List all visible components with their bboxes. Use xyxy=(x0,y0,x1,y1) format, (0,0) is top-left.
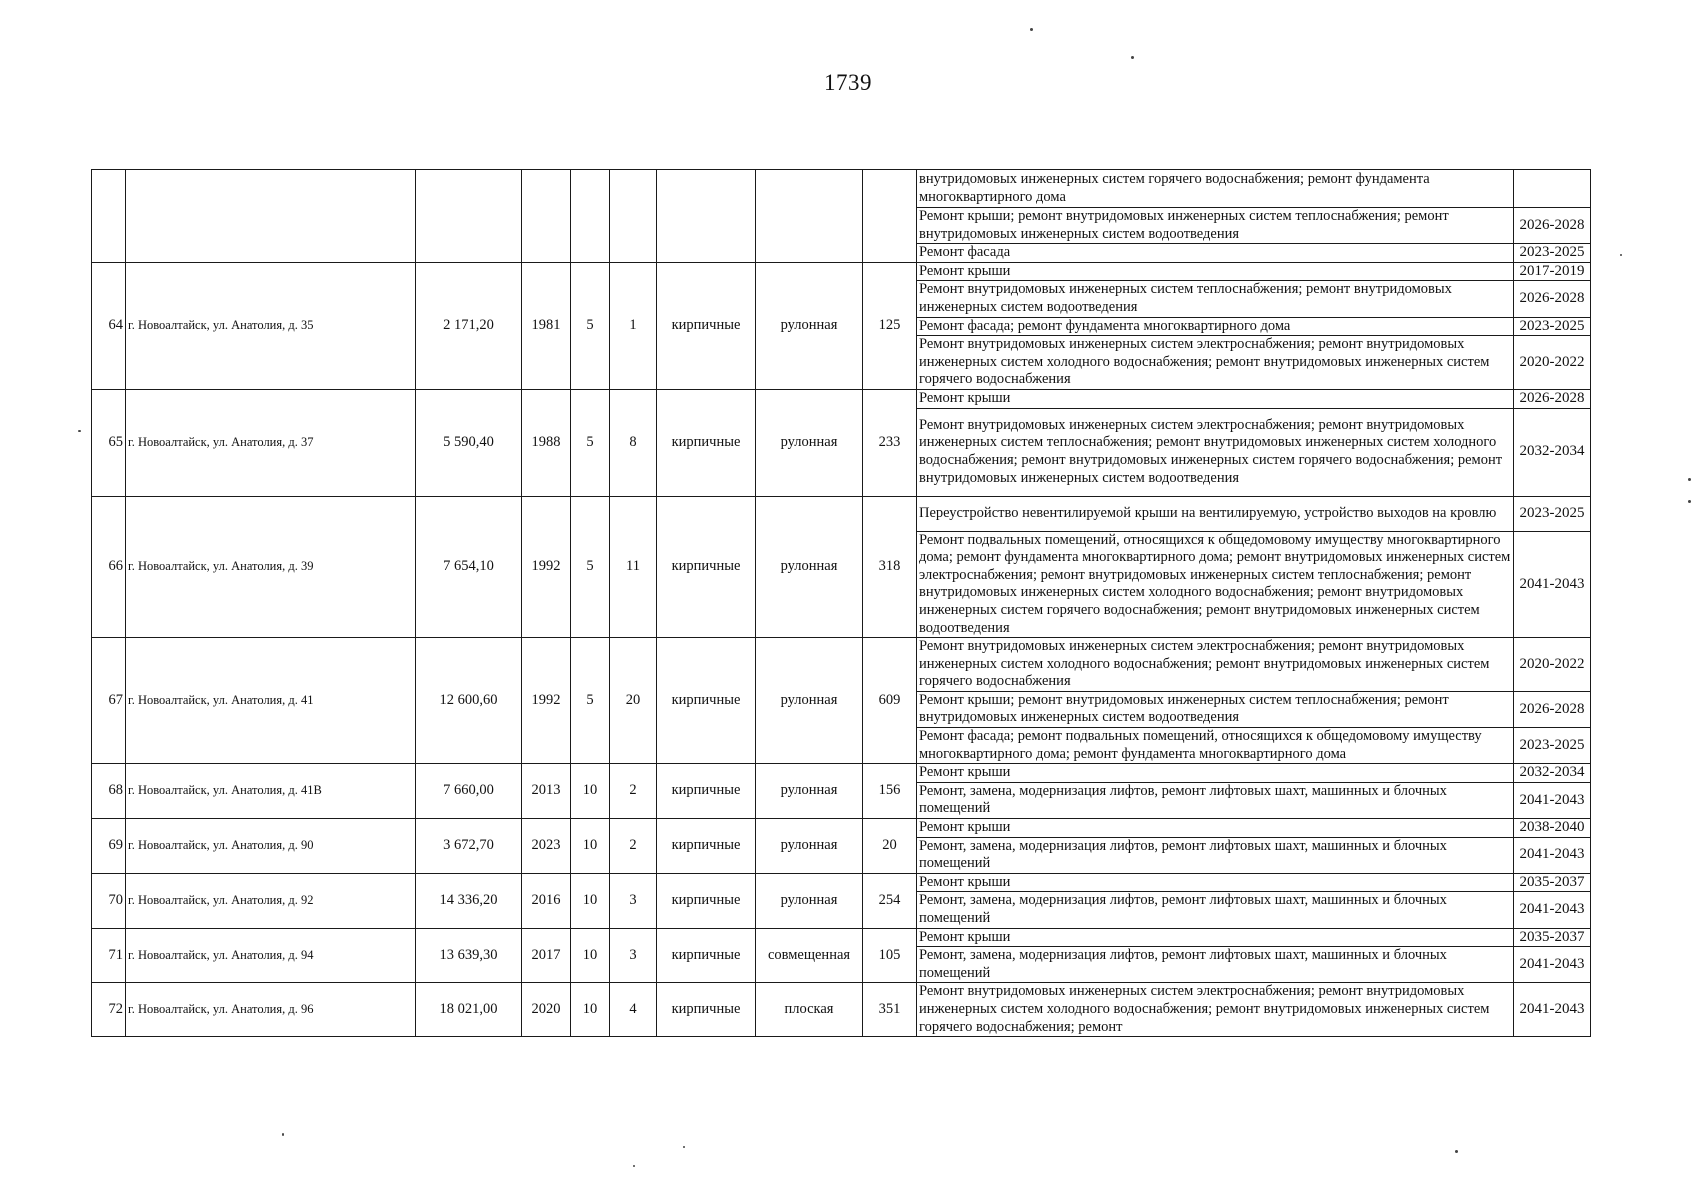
wall-material: кирпичные xyxy=(657,496,756,638)
address: г. Новоалтайск, ул. Анатолия, д. 41 xyxy=(126,638,416,764)
wall-material: кирпичные xyxy=(657,928,756,983)
residents: 254 xyxy=(863,873,917,928)
work-years: 2026-2028 xyxy=(1514,208,1591,244)
residents: 105 xyxy=(863,928,917,983)
scan-speck xyxy=(1030,28,1033,31)
table-row xyxy=(92,983,1591,1037)
scan-speck xyxy=(1131,56,1134,59)
work-description: Ремонт, замена, модернизация лифтов, ремонт лифтовых шахт, машинных и блочных помещений xyxy=(917,837,1514,873)
entrances-cell xyxy=(610,170,657,263)
work-description: Ремонт крыши; ремонт внутридомовых инженерных систем теплоснабжения; ремонт внутридомовых инженерных систем водоотведения xyxy=(917,208,1514,244)
work-years: 2032-2034 xyxy=(1514,408,1591,496)
work-years xyxy=(1514,170,1591,208)
total-area: 2 171,20 xyxy=(416,262,522,389)
scan-speck xyxy=(78,430,81,432)
row-number: 70 xyxy=(92,873,126,928)
work-description: Переустройство невентилируемой крыши на вентилируемую, устройство выходов на кровлю xyxy=(917,496,1514,531)
work-description: внутридомовых инженерных систем горячего водоснабжения; ремонт фундамента многоквартирного дома xyxy=(917,170,1514,208)
residents: 233 xyxy=(863,389,917,496)
work-description: Ремонт крыши xyxy=(917,873,1514,892)
table-body xyxy=(92,170,1591,1037)
roof-type: рулонная xyxy=(756,389,863,496)
roof-type: рулонная xyxy=(756,873,863,928)
scan-speck xyxy=(1455,1150,1458,1153)
row-number: 64 xyxy=(92,262,126,389)
total-area: 7 654,10 xyxy=(416,496,522,638)
table-row xyxy=(92,764,1591,783)
walls-cell xyxy=(657,170,756,263)
build-year: 2016 xyxy=(522,873,571,928)
work-years: 2026-2028 xyxy=(1514,691,1591,727)
page-number: 1739 xyxy=(824,70,872,95)
work-years: 2041-2043 xyxy=(1514,983,1591,1037)
residents: 318 xyxy=(863,496,917,638)
row-number: 68 xyxy=(92,764,126,819)
address: г. Новоалтайск, ул. Анатолия, д. 35 xyxy=(126,262,416,389)
wall-material: кирпичные xyxy=(657,262,756,389)
work-years: 2041-2043 xyxy=(1514,837,1591,873)
work-description: Ремонт внутридомовых инженерных систем электроснабжения; ремонт внутридомовых инженерных систем холодного водоснабжения; ремонт внутридомовых инженерных систем горячего водоснабжения; ремонт xyxy=(917,983,1514,1037)
work-description: Ремонт внутридомовых инженерных систем электроснабжения; ремонт внутридомовых инженерных систем холодного водоснабжения; ремонт внутридомовых инженерных систем горячего водоснабжения xyxy=(917,638,1514,692)
work-description: Ремонт фасада; ремонт подвальных помещений, относящихся к общедомовому имуществу многоквартирного дома; ремонт фундамента многоквартирного дома xyxy=(917,728,1514,764)
row-number: 72 xyxy=(92,983,126,1037)
residents: 156 xyxy=(863,764,917,819)
scan-speck xyxy=(633,1165,635,1167)
build-year: 2017 xyxy=(522,928,571,983)
work-years: 2023-2025 xyxy=(1514,496,1591,531)
build-year: 2023 xyxy=(522,819,571,874)
floors-cell xyxy=(571,170,610,263)
row-number: 66 xyxy=(92,496,126,638)
total-area: 12 600,60 xyxy=(416,638,522,764)
table-row xyxy=(92,638,1591,692)
work-description: Ремонт, замена, модернизация лифтов, ремонт лифтовых шахт, машинных и блочных помещений xyxy=(917,782,1514,818)
work-description: Ремонт, замена, модернизация лифтов, ремонт лифтовых шахт, машинных и блочных помещений xyxy=(917,947,1514,983)
work-years: 2023-2025 xyxy=(1514,317,1591,336)
roof-type: плоская xyxy=(756,983,863,1037)
roof-cell xyxy=(756,170,863,263)
entrances: 4 xyxy=(610,983,657,1037)
work-years: 2032-2034 xyxy=(1514,764,1591,783)
floors: 10 xyxy=(571,983,610,1037)
work-description: Ремонт подвальных помещений, относящихся к общедомовому имуществу многоквартирного дома; ремонт фундамента многоквартирного дома; ремонт внутридомовых инженерных систем электроснабжения; ремонт внутридомовых инженерных систем теплоснабжения; ремонт внутридомовых инженерных систем холодного водоснабжения; ремонт внутридомовых инженерных систем горячего водоснабжения; ремонт внутридомовых инженерных систем водоотведения xyxy=(917,531,1514,638)
total-area: 7 660,00 xyxy=(416,764,522,819)
table-row xyxy=(92,819,1591,838)
repair-schedule-table xyxy=(91,169,1591,1037)
residents: 125 xyxy=(863,262,917,389)
work-years: 2041-2043 xyxy=(1514,531,1591,638)
floors: 5 xyxy=(571,262,610,389)
floors: 10 xyxy=(571,873,610,928)
work-years: 2023-2025 xyxy=(1514,244,1591,263)
entrances: 3 xyxy=(610,873,657,928)
scan-speck xyxy=(282,1133,284,1136)
roof-type: рулонная xyxy=(756,262,863,389)
row-number: 65 xyxy=(92,389,126,496)
work-years: 2035-2037 xyxy=(1514,928,1591,947)
work-years: 2035-2037 xyxy=(1514,873,1591,892)
scan-speck xyxy=(1688,478,1691,481)
total-area: 18 021,00 xyxy=(416,983,522,1037)
work-description: Ремонт крыши; ремонт внутридомовых инженерных систем теплоснабжения; ремонт внутридомовых инженерных систем водоотведения xyxy=(917,691,1514,727)
work-description: Ремонт фасада xyxy=(917,244,1514,263)
work-description: Ремонт внутридомовых инженерных систем электроснабжения; ремонт внутридомовых инженерных систем холодного водоснабжения; ремонт внутридомовых инженерных систем горячего водоснабжения xyxy=(917,336,1514,390)
wall-material: кирпичные xyxy=(657,983,756,1037)
floors: 5 xyxy=(571,496,610,638)
build-year: 1988 xyxy=(522,389,571,496)
num-cell xyxy=(92,170,126,263)
entrances: 11 xyxy=(610,496,657,638)
wall-material: кирпичные xyxy=(657,389,756,496)
roof-type: рулонная xyxy=(756,638,863,764)
work-years: 2017-2019 xyxy=(1514,262,1591,281)
build-year: 2013 xyxy=(522,764,571,819)
work-description: Ремонт внутридомовых инженерных систем теплоснабжения; ремонт внутридомовых инженерных систем водоотведения xyxy=(917,281,1514,317)
total-area: 5 590,40 xyxy=(416,389,522,496)
entrances: 1 xyxy=(610,262,657,389)
build-year: 2020 xyxy=(522,983,571,1037)
wall-material: кирпичные xyxy=(657,764,756,819)
year-cell xyxy=(522,170,571,263)
row-number: 69 xyxy=(92,819,126,874)
address: г. Новоалтайск, ул. Анатолия, д. 94 xyxy=(126,928,416,983)
work-years: 2023-2025 xyxy=(1514,728,1591,764)
address: г. Новоалтайск, ул. Анатолия, д. 90 xyxy=(126,819,416,874)
build-year: 1981 xyxy=(522,262,571,389)
entrances: 3 xyxy=(610,928,657,983)
wall-material: кирпичные xyxy=(657,873,756,928)
work-years: 2038-2040 xyxy=(1514,819,1591,838)
work-description: Ремонт крыши xyxy=(917,819,1514,838)
work-years: 2041-2043 xyxy=(1514,782,1591,818)
table-row xyxy=(92,928,1591,947)
row-number: 71 xyxy=(92,928,126,983)
table-row xyxy=(92,389,1591,408)
entrances: 8 xyxy=(610,389,657,496)
work-description: Ремонт крыши xyxy=(917,928,1514,947)
roof-type: совмещенная xyxy=(756,928,863,983)
work-description: Ремонт крыши xyxy=(917,389,1514,408)
total-area: 3 672,70 xyxy=(416,819,522,874)
work-years: 2026-2028 xyxy=(1514,281,1591,317)
total-area: 13 639,30 xyxy=(416,928,522,983)
table-row xyxy=(92,496,1591,531)
build-year: 1992 xyxy=(522,496,571,638)
table-row xyxy=(92,873,1591,892)
floors: 10 xyxy=(571,928,610,983)
scan-speck xyxy=(683,1146,685,1148)
scan-speck xyxy=(1688,500,1691,503)
residents-cell xyxy=(863,170,917,263)
work-description: Ремонт, замена, модернизация лифтов, ремонт лифтовых шахт, машинных и блочных помещений xyxy=(917,892,1514,928)
entrances: 2 xyxy=(610,764,657,819)
row-number: 67 xyxy=(92,638,126,764)
work-years: 2041-2043 xyxy=(1514,947,1591,983)
roof-type: рулонная xyxy=(756,496,863,638)
address: г. Новоалтайск, ул. Анатолия, д. 37 xyxy=(126,389,416,496)
area-cell xyxy=(416,170,522,263)
work-description: Ремонт крыши xyxy=(917,764,1514,783)
table-row xyxy=(92,262,1591,281)
total-area: 14 336,20 xyxy=(416,873,522,928)
work-years: 2026-2028 xyxy=(1514,389,1591,408)
residents: 351 xyxy=(863,983,917,1037)
floors: 10 xyxy=(571,819,610,874)
roof-type: рулонная xyxy=(756,819,863,874)
residents: 20 xyxy=(863,819,917,874)
work-description: Ремонт внутридомовых инженерных систем электроснабжения; ремонт внутридомовых инженерных систем теплоснабжения; ремонт внутридомовых инженерных систем холодного водоснабжения; ремонт внутридомовых инженерных систем горячего водоснабжения; ремонт внутридомовых инженерных систем водоотведения xyxy=(917,408,1514,496)
address-cell xyxy=(126,170,416,263)
floors: 5 xyxy=(571,638,610,764)
wall-material: кирпичные xyxy=(657,819,756,874)
address: г. Новоалтайск, ул. Анатолия, д. 92 xyxy=(126,873,416,928)
work-description: Ремонт крыши xyxy=(917,262,1514,281)
build-year: 1992 xyxy=(522,638,571,764)
residents: 609 xyxy=(863,638,917,764)
table-row xyxy=(92,170,1591,208)
address: г. Новоалтайск, ул. Анатолия, д. 96 xyxy=(126,983,416,1037)
work-description: Ремонт фасада; ремонт фундамента многоквартирного дома xyxy=(917,317,1514,336)
scan-speck xyxy=(1620,254,1622,256)
address: г. Новоалтайск, ул. Анатолия, д. 41В xyxy=(126,764,416,819)
work-years: 2020-2022 xyxy=(1514,336,1591,390)
roof-type: рулонная xyxy=(756,764,863,819)
entrances: 2 xyxy=(610,819,657,874)
floors: 5 xyxy=(571,389,610,496)
work-years: 2020-2022 xyxy=(1514,638,1591,692)
entrances: 20 xyxy=(610,638,657,764)
address: г. Новоалтайск, ул. Анатолия, д. 39 xyxy=(126,496,416,638)
work-years: 2041-2043 xyxy=(1514,892,1591,928)
floors: 10 xyxy=(571,764,610,819)
wall-material: кирпичные xyxy=(657,638,756,764)
